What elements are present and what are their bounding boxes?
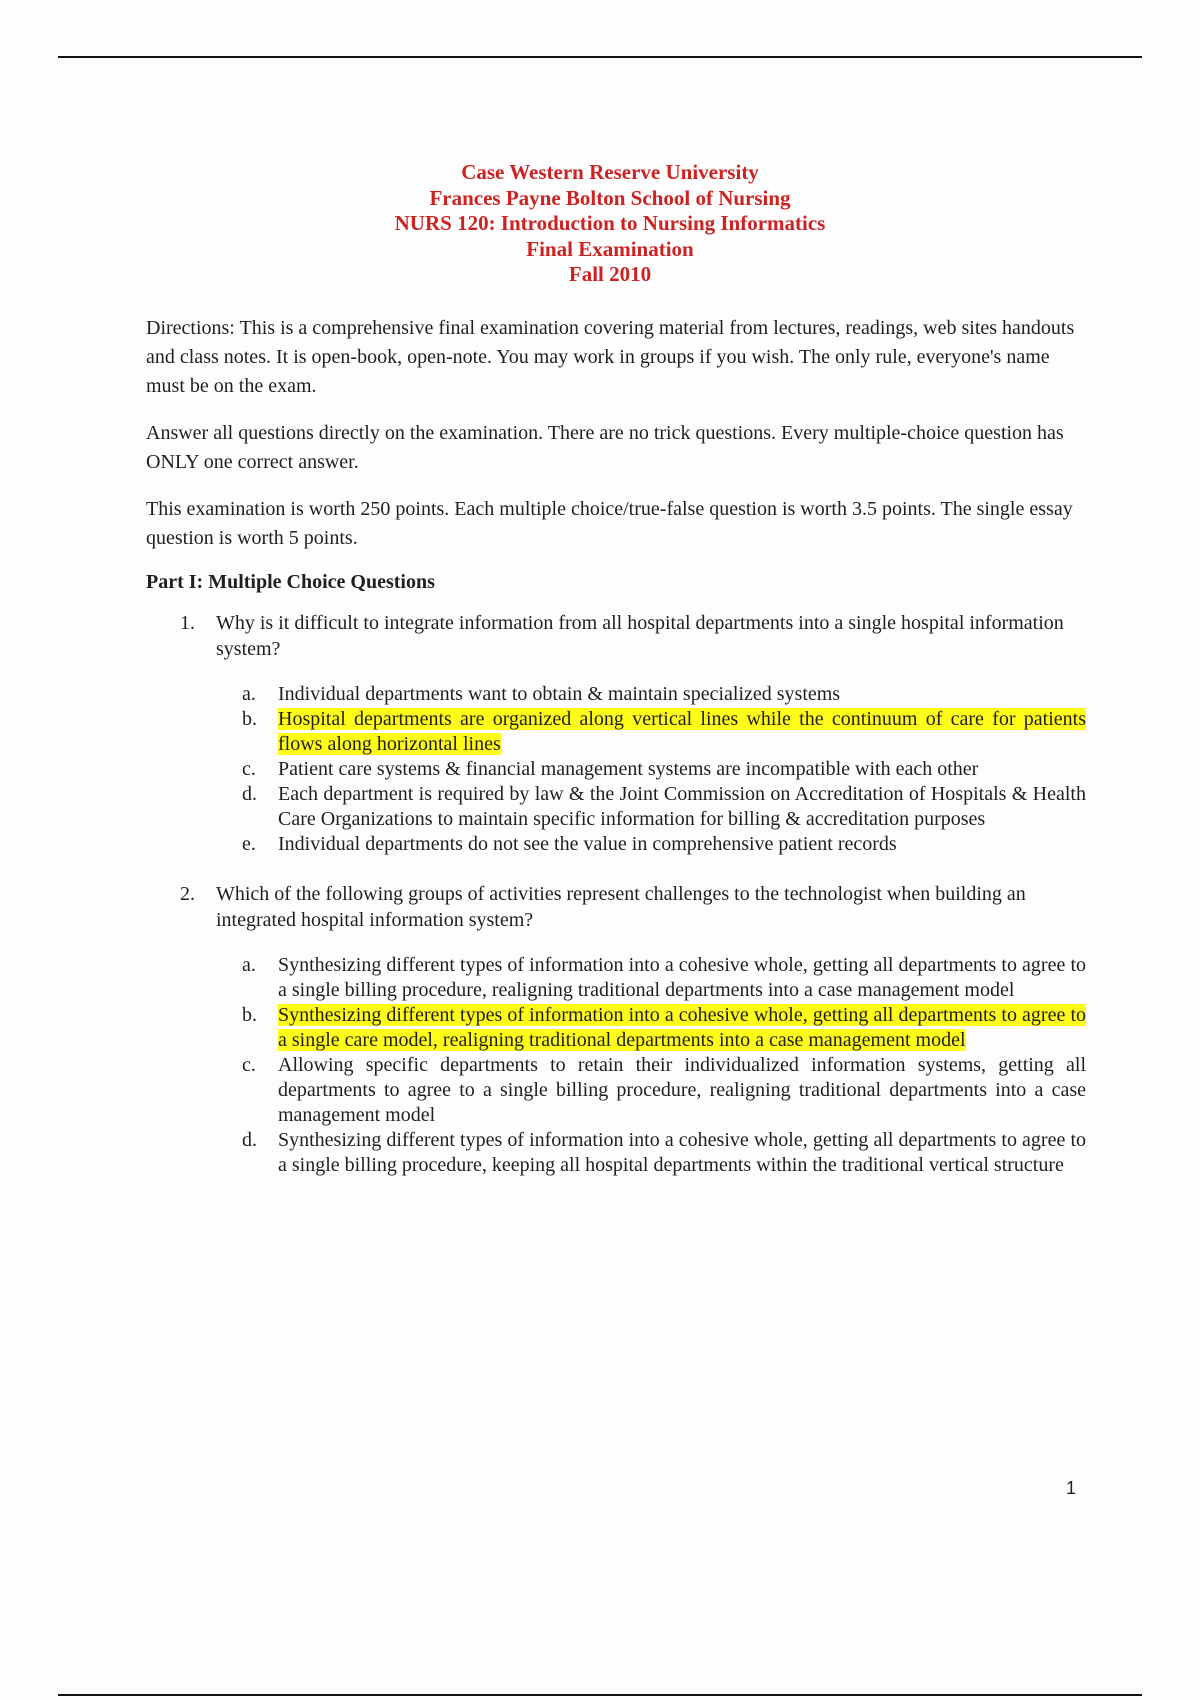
option-text-span: Each department is required by law & the Joint Commission on Accreditation of Hospitals & Health Care Organizations to maintain specific information for billing & accreditation purposes xyxy=(278,782,1086,830)
option-2d xyxy=(146,1128,1086,1178)
exam-header xyxy=(134,160,1086,288)
option-letter: c. xyxy=(242,1053,256,1076)
question-number: 1. xyxy=(180,611,195,634)
answer-instructions-paragraph: Answer all questions directly on the examination. There are no trick questions. Every multiple-choice question has ONLY one correct answer. xyxy=(146,421,1064,473)
option-text xyxy=(278,782,1086,832)
question-1 xyxy=(146,610,1086,662)
option-text xyxy=(278,1003,1086,1053)
bottom-rule xyxy=(58,1694,1142,1696)
option-1c xyxy=(146,757,1086,782)
option-1d xyxy=(146,782,1086,832)
option-1e xyxy=(146,832,1086,857)
option-text xyxy=(278,953,1086,1003)
header-course: NURS 120: Introduction to Nursing Informatics xyxy=(394,211,826,235)
question-text: Why is it difficult to integrate information from all hospital departments into a single hospital information system? xyxy=(216,611,1064,660)
option-text xyxy=(278,757,1086,782)
question-2-options xyxy=(146,953,1086,1178)
top-rule xyxy=(58,56,1142,58)
option-letter: e. xyxy=(242,832,256,855)
option-1b xyxy=(146,707,1086,757)
option-text-span: Synthesizing different types of information into a cohesive whole, getting all departments to agree to a single billing procedure, realigning traditional departments into a case management model xyxy=(278,953,1086,1001)
option-letter: a. xyxy=(242,682,256,705)
option-text-span: Individual departments want to obtain & maintain specialized systems xyxy=(278,682,841,705)
option-text xyxy=(278,707,1086,757)
question-2 xyxy=(146,881,1086,933)
page-number: 1 xyxy=(1066,1478,1077,1498)
option-text xyxy=(278,1128,1086,1178)
option-letter: b. xyxy=(242,707,257,730)
option-letter: b. xyxy=(242,1003,257,1026)
option-letter: c. xyxy=(242,757,256,780)
option-text-span: Allowing specific departments to retain their individualized information systems, getting all departments to agree to a single billing procedure, realigning traditional departments into a case management model xyxy=(278,1053,1086,1126)
question-number: 2. xyxy=(180,882,195,905)
option-letter: d. xyxy=(242,1128,257,1151)
option-text-span: Synthesizing different types of information into a cohesive whole, getting all departments to agree to a single billing procedure, keeping all hospital departments within the traditional vertical structure xyxy=(278,1128,1086,1176)
question-1-options xyxy=(146,682,1086,857)
option-letter: d. xyxy=(242,782,257,805)
option-text xyxy=(278,682,1086,707)
highlighted-answer: Hospital departments are organized along vertical lines while the continuum of care for patients flows along horizontal lines xyxy=(278,707,1086,755)
option-letter: a. xyxy=(242,953,256,976)
option-2b xyxy=(146,1003,1086,1053)
option-text xyxy=(278,1053,1086,1128)
part-title: Part I: Multiple Choice Questions xyxy=(146,570,435,593)
header-university: Case Western Reserve University xyxy=(461,160,759,184)
header-term: Fall 2010 xyxy=(568,262,652,286)
option-2c xyxy=(146,1053,1086,1128)
page-content xyxy=(146,160,1086,1202)
highlighted-answer: Synthesizing different types of information into a cohesive whole, getting all departments to agree to a single care model, realigning traditional departments into a case management model xyxy=(278,1003,1086,1051)
option-text-span: Patient care systems & financial management systems are incompatible with each other xyxy=(278,757,979,780)
points-paragraph: This examination is worth 250 points. Each multiple choice/true-false question is worth 3.5 points. The single essay question is worth 5 points. xyxy=(146,497,1073,549)
header-exam-title: Final Examination xyxy=(526,236,694,261)
question-text: Which of the following groups of activities represent challenges to the technologist when building an integrated hospital information system? xyxy=(216,882,1026,931)
option-2a xyxy=(146,953,1086,1003)
option-text-span: Individual departments do not see the value in comprehensive patient records xyxy=(278,832,897,855)
option-text xyxy=(278,832,1086,857)
option-1a xyxy=(146,682,1086,707)
directions-paragraph: Directions: This is a comprehensive final examination covering material from lectures, readings, web sites handouts and class notes. It is open-book, open-note. You may work in groups if you wish. The only rule, everyone's name must be on the exam. xyxy=(146,316,1075,397)
header-school: Frances Payne Bolton School of Nursing xyxy=(429,185,791,210)
